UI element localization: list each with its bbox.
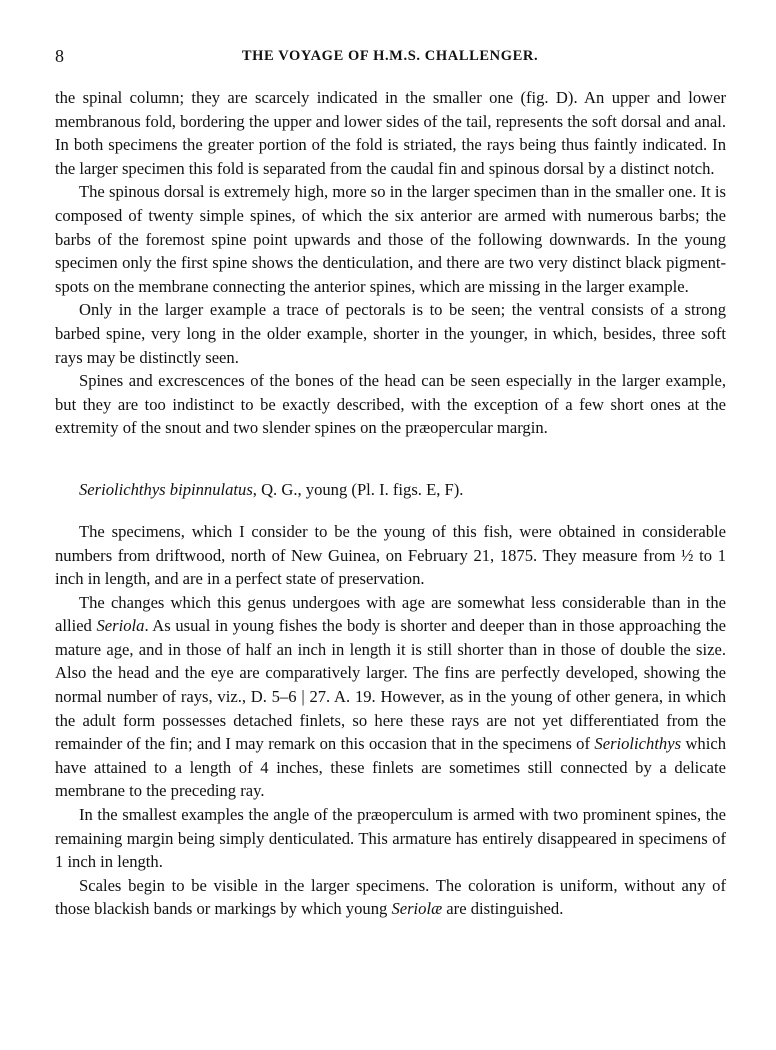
paragraph — [55, 591, 726, 803]
paragraph-text: Scales begin to be visible in the larger specimens. The coloration is uniform, without any of those blackish bands or markings by which young — [55, 875, 726, 919]
section-species: bipinnulatus — [169, 479, 253, 499]
paragraph: The spinous dorsal is extremely high, more so in the larger specimen than in the smaller one. It is composed of twenty simple spines, of which the six anterior are armed with numerous barbs; the barbs of the foremost spine point upwards and those of the following downwards. In the young specimen only the first spine shows the denticulation, and there are two very distinct black pigment-spots on the membrane connecting the anterior spines, which are missing in the larger example. — [55, 182, 726, 296]
taxon-name: Seriolæ — [391, 899, 443, 919]
running-title: THE VOYAGE OF H.M.S. CHALLENGER. — [241, 48, 539, 64]
paragraph-text: The changes which this genus undergoes with age are somewhat less considerable than in the allied — [55, 592, 726, 636]
paragraph: the spinal column; they are scarcely indicated in the smaller one (fig. D). An upper and lower membranous fold, bordering the upper and lower sides of the tail, represents the soft dorsal and anal. In both specimens the greater portion of the fold is striated, the rays being thus faintly indicated. In the larger specimen this fold is separated from the caudal fin and spinous dorsal by a distinct notch. — [55, 88, 726, 178]
section-genus: Seriolichthys — [79, 479, 166, 499]
page-number: 8 — [55, 46, 64, 66]
section-heading-rest: , Q. G., young (Pl. I. figs. E, F). — [252, 479, 464, 499]
paragraph: Only in the larger example a trace of pectorals is to be seen; the ventral consists of a strong barbed spine, very long in the older example, shorter in the younger, in which, besides, three soft rays may be distinctly seen. — [55, 300, 726, 367]
paragraph: Spines and excrescences of the bones of the head can be seen especially in the larger example, but they are too indistinct to be exactly described, with the exception of a few short ones at the extremity of the snout and two slender spines on the præopercular margin. — [55, 371, 726, 438]
paragraph-text: are distinguished. — [442, 899, 564, 919]
paragraph: The specimens, which I consider to be the young of this fish, were obtained in considerable numbers from driftwood, north of New Guinea, on February 21, 1875. They measure from ½ to 1 inch in length, and are in a perfect state of preservation. — [55, 521, 726, 589]
paragraph-text: . As usual in young fishes the body is shorter and deeper than in those approaching the mature age, and in those of half an inch in length it is still shorter than in those of double the size. Also the head and the eye are comparatively larger. The fins are perfectly developed, showing the normal number of rays, viz., D. 5–6 | 27. A. 19. However, as in the young of other genera, in which the adult form possesses detached finlets, so here these rays are not yet differentiated from the remainder of the fin; and I may remark on this occasion that in the specimens of — [55, 616, 726, 754]
paragraph-text: which have attained to a length of 4 inches, these finlets are sometimes still connected by a delicate membrane to the preceding ray. — [55, 734, 726, 801]
paragraph — [55, 874, 726, 921]
taxon-name: Seriola — [96, 616, 145, 636]
page-body — [55, 86, 726, 921]
page-header — [55, 46, 725, 70]
taxon-name: Seriolichthys — [594, 734, 682, 754]
section-heading — [55, 478, 726, 502]
paragraph: In the smallest examples the angle of the præoperculum is armed with two prominent spines, the remaining margin being simply denticulated. This armature has entirely disappeared in specimens of 1 inch in length. — [55, 805, 726, 872]
